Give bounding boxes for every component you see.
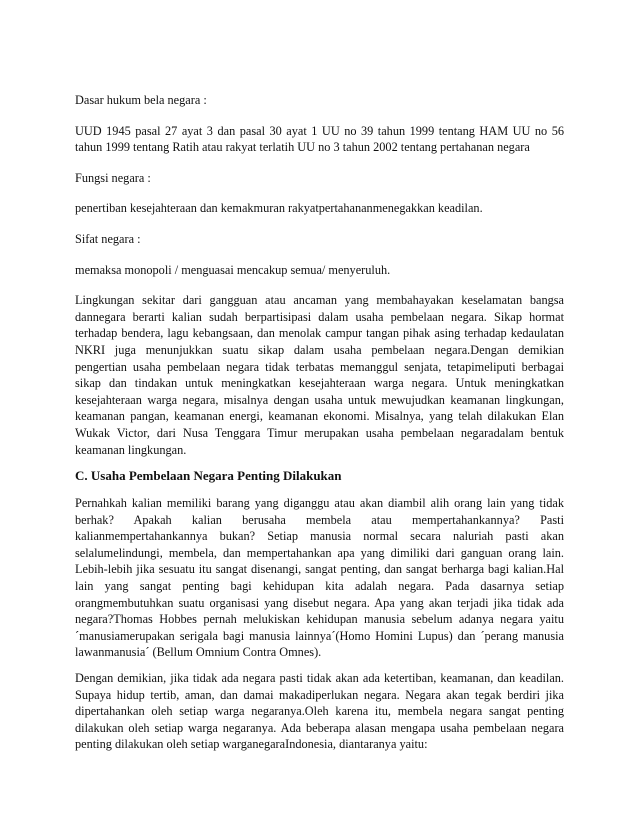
text-line: penting dilakukan oleh setiap warganegaraIndonesia, diantaranya yaitu:: [75, 737, 428, 752]
document-body: [75, 92, 564, 762]
text-line: pengertian usaha pembelaan negara tidak terbatas memanggul senjata, tetapimeliputi berbagai: [75, 359, 564, 374]
text-line: UUD 1945 pasal 27 ayat 3 dan pasal 30 ayat 1 UU no 39 tahun 1999 tentang HAM UU no 56: [75, 123, 564, 138]
dasar-hukum-text: [75, 123, 564, 156]
sifat-negara-text: memaksa monopoli / menguasai mencakup semua/ menyeruluh.: [75, 262, 391, 277]
text-line: Wukak Victor, dari Nusa Tenggara Timur merupakan usaha pembelaan negaradalam bentuk: [75, 425, 564, 440]
text-line: dannegara berarti kalian sudah berpartisipasi dalam usaha pembelaan negara. Sikap hormat: [75, 309, 564, 324]
text-line: kesejahteraan warga negara, misalnya dengan usaha untuk mewujudkan keamanan lingkungan,: [75, 392, 564, 407]
text-line: berhak? Apakah kalian berusaha membela atau mempertahankannya? Pasti: [75, 512, 564, 527]
text-line: tahun 1999 tentang Ratih atau rakyat terlatih UU no 3 tahun 2002 tentang pertahanan negara: [75, 140, 530, 155]
text-line: dipertahankan oleh setiap warga negaranya.Oleh karena itu, membela negara sangat penting: [75, 704, 564, 719]
text-line: Lingkungan sekitar dari gangguan atau ancaman yang membahayakan keselamatan bangsa: [75, 293, 564, 308]
text-line: negara?Thomas Hobbes pernah melukiskan kehidupan manusia sebelum adanya negara yaitu: [75, 612, 564, 627]
text-line: keamanan lingkungan.: [75, 442, 187, 457]
text-line: ´manusiamerupakan serigala bagi manusia lainnya´(Homo Homini Lupus) dan ´perang manusia: [75, 628, 564, 643]
text-line: sikap dan tindakan untuk meningkatkan kesejahteraan warga negara. Untuk meningkatkan: [75, 376, 564, 391]
text-line: terhadap bendera, lagu kebangsaan, dan menolak campur tangan pihak asing terhadap kedaulatan: [75, 326, 564, 341]
dasar-hukum-label: Dasar hukum bela negara :: [75, 93, 207, 107]
sifat-negara-label: Sifat negara :: [75, 231, 141, 246]
text-line: keamanan pangan, keamanan energi, keamanan ekonomi. Misalnya, yang telah dilakukan Elan: [75, 409, 564, 424]
text-line: dilakukan oleh setiap warga negaranya. Ada beberapa alasan mengapa usaha pembelaan negara: [75, 720, 564, 735]
text-line: Supaya hidup tertib, aman, dan damai makadiperlukan negara. Negara akan tegak berdiri jika: [75, 687, 564, 702]
paragraph-dengan-demikian: [75, 670, 564, 753]
fungsi-negara-text: penertiban kesejahteraan dan kemakmuran rakyatpertahananmenegakkan keadilan.: [75, 201, 483, 216]
paragraph-lingkungan: [75, 292, 564, 458]
text-line: NKRI juga menunjukkan suatu sikap dalam usaha pembelaan negara.Dengan demikian: [75, 342, 564, 357]
text-line: kalianmempertahankannya bukan? Setiap manusia normal secara naluriah pasti akan: [75, 529, 564, 544]
text-line: lawanmanusia´ (Bellum Omnium Contra Omnes).: [75, 645, 322, 660]
fungsi-negara-label: Fungsi negara :: [75, 170, 151, 185]
section-heading: C. Usaha Pembelaan Negara Penting Dilakukan: [75, 468, 342, 484]
paragraph-pernahkah: [75, 495, 564, 661]
text-line: orangmembutuhkan suatu organisasi yang disebut negara. Apa yang akan terjadi jika tidak ada: [75, 595, 564, 610]
text-line: lain yang sangat penting bagi kehidupan kita adalah negara. Pada dasarnya setiap: [75, 579, 564, 594]
text-line: selalumelindungi, membela, dan mempertahankan apa yang dimiliki dari ganguan orang lain.: [75, 545, 564, 560]
text-line: Pernahkah kalian memiliki barang yang diganggu atau akan diambil alih orang lain yang tidak: [75, 496, 564, 511]
text-line: Lebih-lebih jika sesuatu itu sangat disenangi, sangat penting, dan sangat berharga bagi kalian.Hal: [75, 562, 564, 577]
text-line: Dengan demikian, jika tidak ada negara pasti tidak akan ada ketertiban, keamanan, dan keadilan.: [75, 671, 564, 686]
